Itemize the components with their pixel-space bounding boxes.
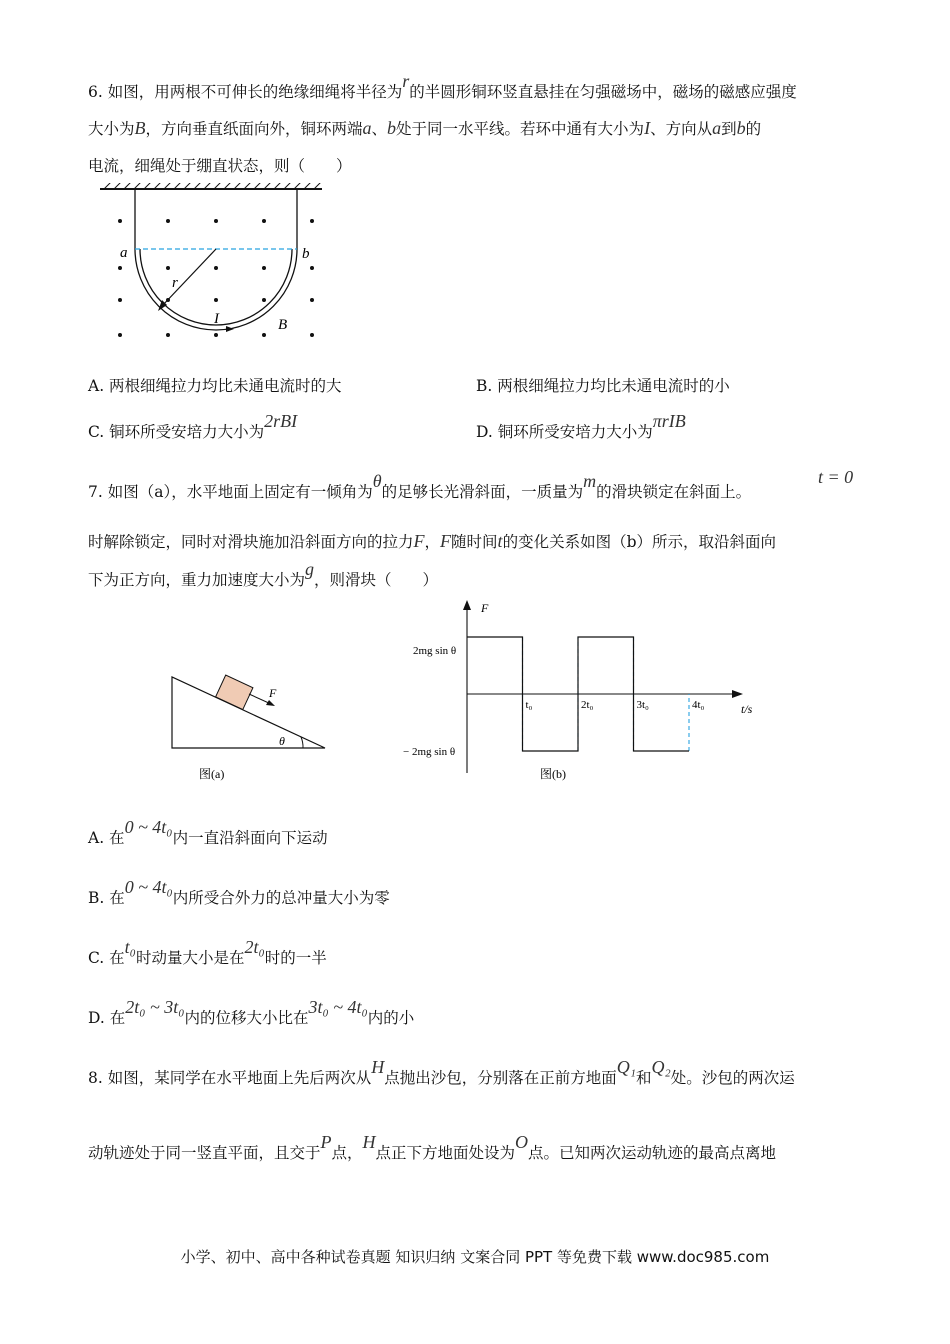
q7-option-a: A. 在0 ~ 4t₀内一直沿斜面向下运动	[88, 817, 328, 847]
var-r: r	[402, 71, 410, 91]
label-a: a	[120, 245, 128, 261]
q7-line-1: 7. 如图（a），水平地面上固定有一倾角为θ的足够长光滑斜面，一质量为m的滑块锁定在斜面上。	[88, 471, 752, 501]
label-B: B	[278, 317, 288, 333]
page-footer: 小学、初中、高中各种试卷真题 知识归纳 文案合同 PPT 等免费下载 www.doc985.com	[180, 1248, 770, 1266]
q7-figure-b	[395, 598, 770, 783]
force-arrowhead	[266, 700, 275, 706]
q6-option-d: D. 铜环所受安培力大小为πrIB	[476, 411, 686, 441]
y-axis-arrow	[463, 600, 471, 610]
neg-value-label: − 2mg sin θ	[403, 746, 456, 758]
label-r: r	[172, 275, 178, 291]
q6-line-1: 6. 如图，用两根不可伸长的绝缘细绳将半径为r的半圆形铜环竖直悬挂在匀强磁场中，磁场的磁感应强度	[88, 71, 797, 101]
formula-2rBI: 2rBI	[264, 411, 298, 431]
radius-line	[162, 249, 216, 306]
tick-4t0: 4t₀	[692, 699, 705, 711]
angle-arc	[301, 737, 303, 748]
tick-t0: t₀	[525, 699, 533, 711]
q7-option-c: C. 在t₀时动量大小是在2t₀时的一半	[88, 937, 327, 967]
label-I: I	[214, 311, 219, 327]
q6-option-a: A. 两根细绳拉力均比未通电流时的大	[88, 377, 342, 395]
y-axis-label: F	[481, 601, 489, 615]
q6-line-3: 电流，细绳处于绷直状态，则（ ）	[88, 157, 352, 175]
q6-line-2: 大小为B，方向垂直纸面向外，铜环两端a、b处于同一水平线。若环中通有大小为I、方向从a到b的	[88, 118, 762, 138]
q6-option-c: C. 铜环所受安培力大小为2rBI	[88, 411, 298, 441]
tick-3t0: 3t₀	[636, 699, 649, 711]
q7-line-2: 时解除锁定，同时对滑块施加沿斜面方向的拉力F，F随时间t的变化关系如图（b）所示，取沿斜面向	[88, 531, 776, 551]
current-arrowhead	[226, 326, 234, 332]
x-axis-arrow	[732, 690, 743, 698]
q7-line-3: 下为正方向，重力加速度大小为g，则滑块（ ）	[88, 559, 439, 589]
tick-2t0: 2t₀	[581, 699, 594, 711]
q6-figure	[100, 183, 330, 353]
q7-figure-a	[165, 670, 335, 785]
formula-pirIB: πrIB	[652, 411, 686, 431]
q8-line-1: 8. 如图，某同学在水平地面上先后两次从H点抛出沙包，分别落在正前方地面Q₁和Q₂处。沙包的两次运	[88, 1057, 795, 1087]
q7-t-equals-zero: t = 0	[818, 467, 854, 487]
caption-a: 图(a)	[199, 767, 225, 781]
pos-value-label: 2mg sin θ	[413, 645, 457, 657]
label-theta: θ	[279, 734, 285, 748]
label-b: b	[302, 246, 310, 262]
caption-b: 图(b)	[540, 767, 566, 781]
slider-block	[216, 675, 253, 709]
x-axis-label: t/s	[741, 702, 753, 716]
q7-option-d: D. 在2t₀ ~ 3t₀内的位移大小比在3t₀ ~ 4t₀内的小	[88, 997, 415, 1027]
q8-line-2: 动轨迹处于同一竖直平面，且交于P点，H点正下方地面处设为O点。已知两次运动轨迹的最高点离地	[88, 1132, 777, 1162]
q6-option-b: B. 两根细绳拉力均比未通电流时的小	[476, 377, 730, 395]
label-F: F	[269, 686, 277, 700]
q7-option-b: B. 在0 ~ 4t₀内所受合外力的总冲量大小为零	[88, 877, 390, 907]
